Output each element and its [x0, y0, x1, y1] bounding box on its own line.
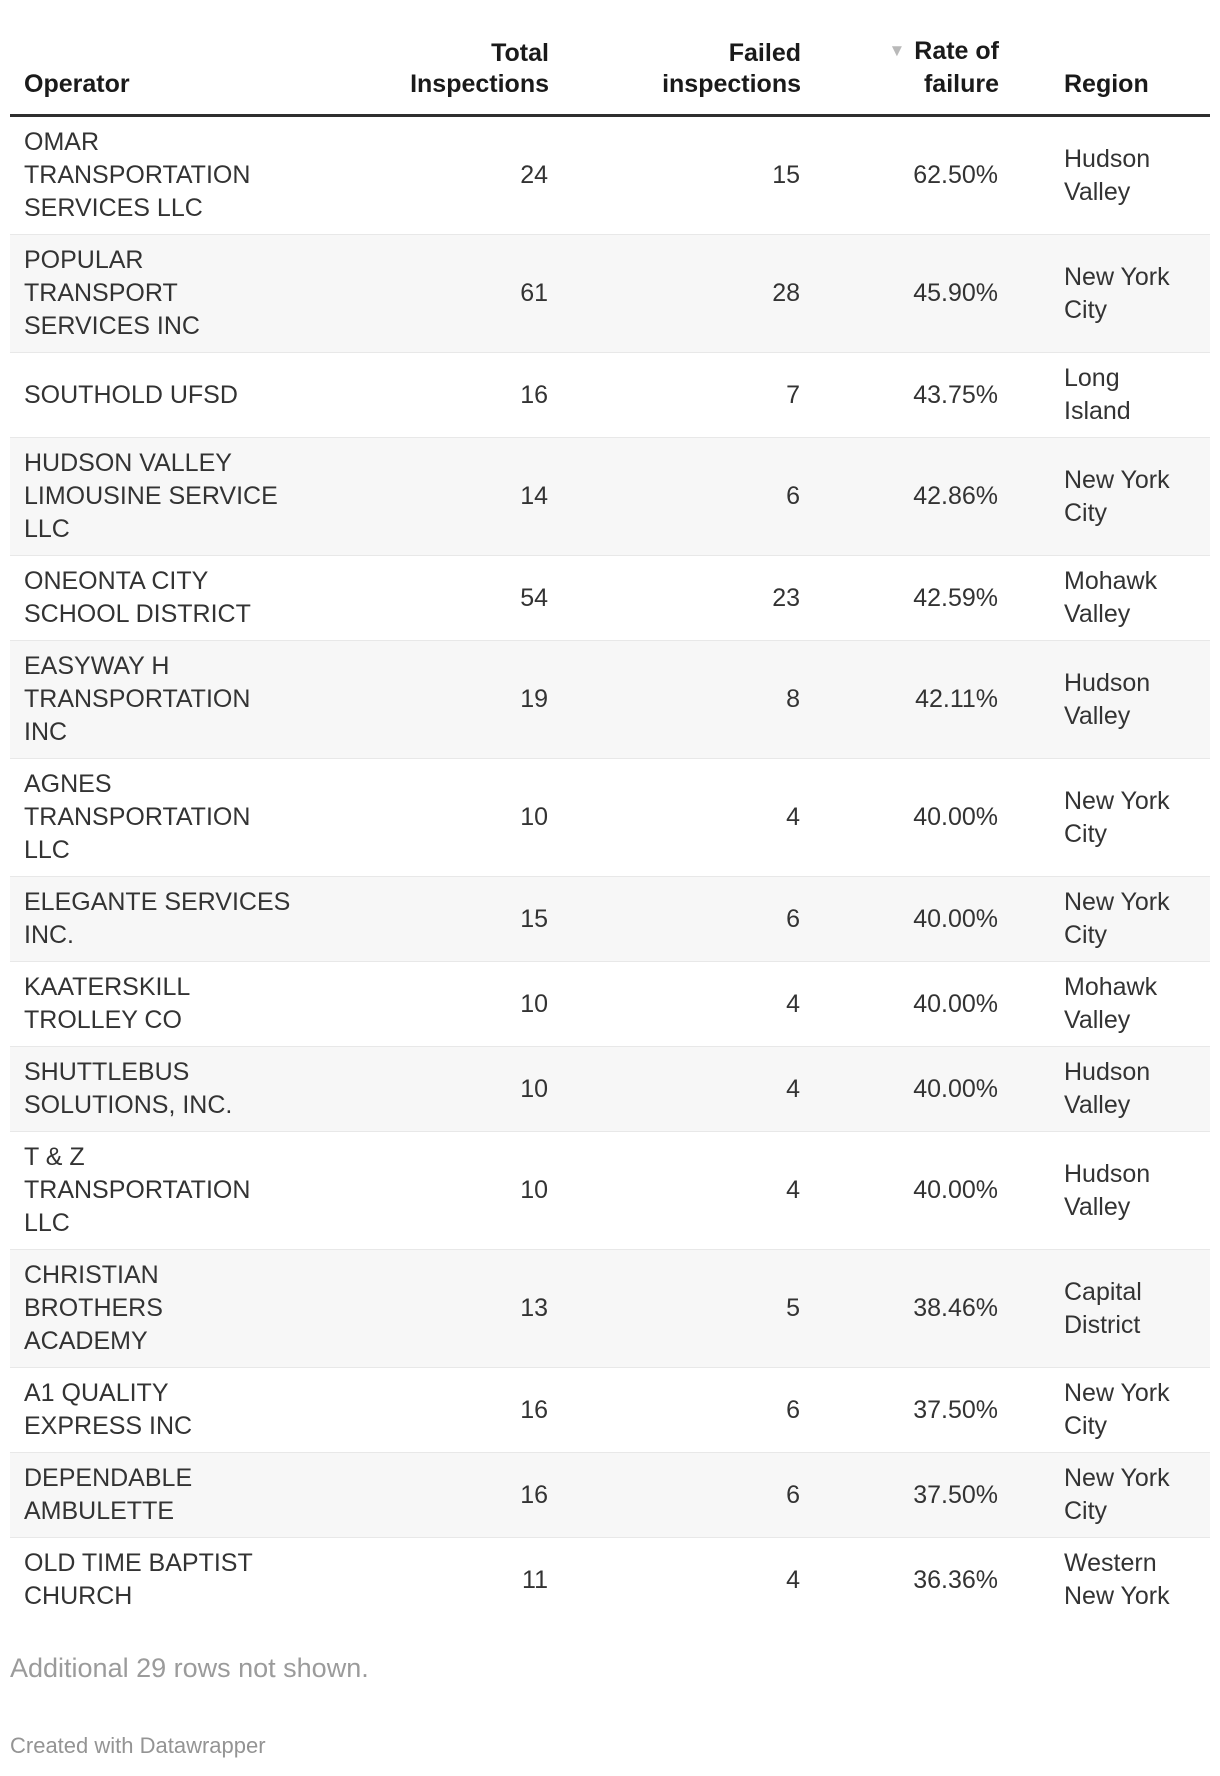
table-row: [10, 116, 1210, 235]
region-cell: Hudson Valley: [1064, 1159, 1151, 1221]
total-inspections-cell: 16: [520, 1480, 548, 1509]
region-cell: New York City: [1064, 786, 1170, 848]
rate-of-failure-cell: 62.50%: [913, 161, 998, 189]
table-row: [10, 353, 1210, 438]
region-cell: Hudson Valley: [1064, 1058, 1151, 1119]
operator-cell: OLD TIME BAPTIST CHURCH: [24, 1549, 253, 1610]
failed-inspections-cell: 6: [786, 1395, 800, 1424]
table-row: [10, 759, 1210, 877]
operator-cell: KAATERSKILL TROLLEY CO: [24, 973, 190, 1034]
region-cell: New York City: [1064, 1464, 1170, 1525]
total-inspections-cell: 10: [520, 989, 548, 1018]
failed-inspections-cell: 28: [772, 279, 800, 307]
table-row: [10, 438, 1210, 556]
column-header-rate-of-failure[interactable]: [801, 36, 999, 116]
operator-cell: EASYWAY H TRANSPORTATION INC: [24, 652, 251, 746]
failed-inspections-cell: 6: [786, 1480, 800, 1509]
table-row: [10, 556, 1210, 641]
datawrapper-attribution-link[interactable]: Created with Datawrapper: [10, 1733, 266, 1758]
table-row: [10, 962, 1210, 1047]
header-row: [10, 36, 1210, 116]
operator-cell: POPULAR TRANSPORT SERVICES INC: [24, 246, 200, 340]
region-cell: Western New York: [1064, 1549, 1170, 1610]
rate-of-failure-cell: 40.00%: [913, 904, 998, 933]
column-header-total-inspections[interactable]: Total Inspections: [350, 36, 549, 116]
rate-of-failure-cell: 42.11%: [915, 685, 998, 713]
operator-cell: T & Z TRANSPORTATION LLC: [24, 1143, 251, 1237]
failed-inspections-cell: 8: [786, 685, 800, 713]
rate-of-failure-cell: 38.46%: [913, 1294, 998, 1322]
table-body: [10, 116, 1210, 1623]
sort-descending-icon: ▼: [888, 41, 906, 60]
total-inspections-cell: 10: [520, 1176, 548, 1204]
column-header-operator[interactable]: Operator: [10, 36, 350, 116]
failed-inspections-cell: 4: [786, 1176, 800, 1204]
region-cell: Hudson Valley: [1064, 144, 1151, 206]
failed-inspections-cell: 4: [786, 803, 800, 831]
failed-inspections-cell: 4: [786, 989, 800, 1018]
operator-cell: OMAR TRANSPORTATION SERVICES LLC: [24, 128, 251, 222]
operator-cell: DEPENDABLE AMBULETTE: [24, 1464, 193, 1525]
failed-inspections-cell: 6: [786, 482, 800, 510]
rate-of-failure-cell: 37.50%: [913, 1395, 998, 1424]
failed-inspections-cell: 7: [786, 380, 800, 409]
table-row: [10, 1250, 1210, 1368]
failed-inspections-cell: 5: [786, 1294, 800, 1322]
total-inspections-cell: 16: [520, 1395, 548, 1424]
rate-of-failure-cell: 42.59%: [913, 583, 998, 612]
rate-of-failure-cell: 40.00%: [913, 989, 998, 1018]
total-inspections-cell: 19: [520, 685, 548, 713]
total-inspections-cell: 13: [520, 1294, 548, 1322]
table-row: [10, 1538, 1210, 1623]
table-row: [10, 877, 1210, 962]
operator-cell: CHRISTIAN BROTHERS ACADEMY: [24, 1261, 163, 1355]
total-inspections-cell: 10: [520, 803, 548, 831]
operator-cell: HUDSON VALLEY LIMOUSINE SERVICE LLC: [24, 449, 278, 543]
operator-cell: SHUTTLEBUS SOLUTIONS, INC.: [24, 1058, 233, 1119]
rate-of-failure-cell: 37.50%: [913, 1480, 998, 1509]
operator-cell: A1 QUALITY EXPRESS INC: [24, 1379, 193, 1440]
table-row: [10, 235, 1210, 353]
region-cell: New York City: [1064, 1379, 1170, 1440]
total-inspections-cell: 61: [520, 279, 548, 307]
total-inspections-cell: 14: [520, 482, 548, 510]
rate-of-failure-cell: 40.00%: [913, 803, 998, 831]
rows-not-shown-note: Additional 29 rows not shown.: [10, 1653, 369, 1683]
failed-inspections-cell: 4: [786, 1565, 800, 1594]
operator-cell: ONEONTA CITY SCHOOL DISTRICT: [24, 567, 251, 628]
region-cell: Mohawk Valley: [1064, 973, 1158, 1034]
rate-of-failure-cell: 40.00%: [913, 1176, 998, 1204]
region-cell: New York City: [1064, 262, 1170, 324]
total-inspections-cell: 11: [522, 1565, 548, 1594]
rate-of-failure-cell: 40.00%: [913, 1074, 998, 1103]
total-inspections-cell: 24: [520, 161, 548, 189]
operator-cell: AGNES TRANSPORTATION LLC: [24, 770, 251, 864]
failed-inspections-cell: 23: [772, 583, 800, 612]
region-cell: Hudson Valley: [1064, 668, 1151, 730]
failed-inspections-cell: 4: [786, 1074, 800, 1103]
region-cell: New York City: [1064, 888, 1170, 949]
failed-inspections-cell: 6: [786, 904, 800, 933]
table-row: [10, 1047, 1210, 1132]
column-header-region[interactable]: Region: [999, 36, 1210, 116]
table-row: [10, 641, 1210, 759]
inspection-table: [10, 36, 1210, 1622]
region-cell: New York City: [1064, 465, 1170, 527]
rate-of-failure-cell: 45.90%: [913, 279, 998, 307]
rate-of-failure-cell: 42.86%: [913, 482, 998, 510]
total-inspections-cell: 54: [520, 583, 548, 612]
table-row: [10, 1368, 1210, 1453]
operator-cell: ELEGANTE SERVICES INC.: [24, 888, 291, 949]
total-inspections-cell: 15: [520, 904, 548, 933]
rate-of-failure-cell: 36.36%: [913, 1565, 998, 1594]
total-inspections-cell: 16: [520, 380, 548, 409]
column-header-failed-inspections[interactable]: Failed inspections: [549, 36, 801, 116]
operator-cell: SOUTHOLD UFSD: [24, 380, 238, 409]
region-cell: Capital District: [1064, 1277, 1142, 1339]
table-row: [10, 1453, 1210, 1538]
failed-inspections-cell: 15: [772, 161, 800, 189]
table-row: [10, 1132, 1210, 1250]
region-cell: Mohawk Valley: [1064, 567, 1158, 628]
column-header-rate-of-failure-label: Rate of failure: [914, 37, 999, 98]
rate-of-failure-cell: 43.75%: [913, 380, 998, 409]
total-inspections-cell: 10: [520, 1074, 548, 1103]
region-cell: Long Island: [1064, 364, 1131, 425]
